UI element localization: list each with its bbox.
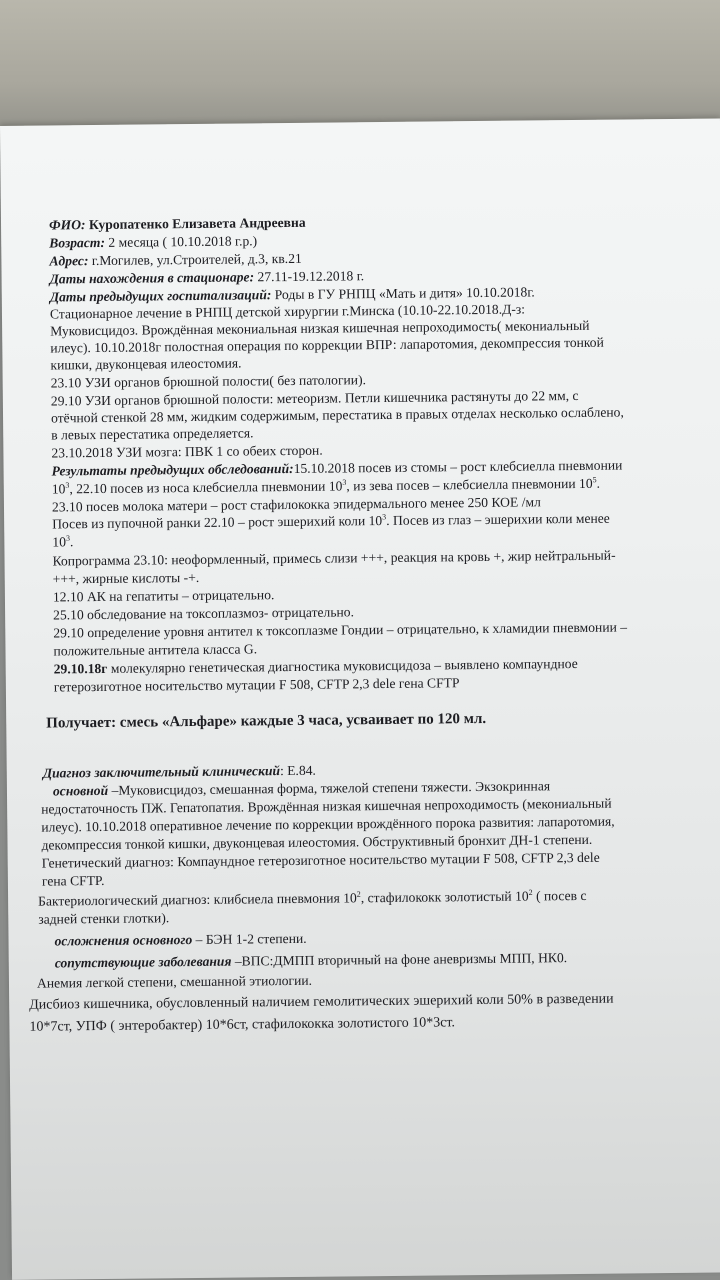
- dysbiosis-line: Дисбиоз кишечника, обусловленный наличием гемолитических эшерихий коли 50% в разведении: [29, 991, 614, 1013]
- anemia-line: Анемия легкой степени, смешанной этиологии.: [36, 972, 313, 991]
- main-diagnosis-text: гена CFTP.: [41, 872, 105, 889]
- document-page: [0, 118, 720, 1279]
- address-value: г.Могилев, ул.Строителей, д.3, кв.21: [91, 250, 302, 269]
- results-fragment: 10: [51, 481, 66, 497]
- complication-line: [54, 931, 306, 950]
- bacteriology-text: задней стенки глотки).: [38, 910, 170, 927]
- results-fragment: .: [69, 534, 74, 550]
- copro-text: положительные антитела класса G.: [53, 641, 258, 659]
- diagnosis-line: [43, 763, 316, 782]
- main-diagnosis-text: недостаточность ПЖ. Гепатопатия. Врождённая низкая кишечная непроходимость (мекониальный: [41, 795, 612, 817]
- exponent: 3: [382, 512, 387, 522]
- diagnosis-label: Диагноз заключительный клинический: [42, 763, 281, 781]
- concomitant-value: –ВПС:ДМПП вторичный на фоне аневризмы МПП, НК0.: [231, 950, 568, 969]
- prev-hosp-text: илеус). 10.10.2018г полостная операция по коррекции ВПР: лапаротомия, декомпрессия тонкой: [50, 334, 604, 356]
- results-line-5: [52, 534, 73, 550]
- results-fragment: .: [596, 475, 601, 491]
- genetic-text: молекулярно генетическая диагностика муковисцидоза – выявлено компаундное: [110, 655, 578, 676]
- bacteriology-fragment: Бактериологический диагноз: клибсиела пневмония 10: [38, 890, 357, 909]
- dysbiosis-line: 10*7ст, УПФ ( энтеробактер) 10*6ст, стафилококка золотистого 10*3ст.: [29, 1015, 456, 1035]
- main-diagnosis-text: Генетический диагноз: Компаундное гетерозиготное носительство мутации F 508, CFTP 2,3 dele: [41, 849, 600, 871]
- stay-value: 27.11-19.12.2018 г.: [257, 268, 365, 285]
- prev-hosp-text: Муковисцидоз. Врождённая мекониальная низкая кишечная непроходимость( мекониальный: [50, 317, 590, 339]
- complication-label: осложнения основного: [54, 932, 193, 949]
- main-diagnosis-text: декомпрессия тонкой кишки, двуконцевая илеостомия. Обструктивный бронхит ДН-1 степени.: [41, 831, 593, 853]
- receives-line: Получает: смесь «Альфаре» каждые 3 часа, усваивает по 120 мл.: [46, 710, 487, 732]
- results-fragment: 10: [52, 534, 67, 550]
- exponent: 3: [342, 477, 347, 487]
- copro-text: Копрограмма 23.10: неоформленный, примесь слизи +++, реакция на кровь +, жир нейтральный-: [52, 547, 616, 569]
- concomitant-line: [55, 950, 568, 971]
- exponent: 3: [65, 533, 70, 543]
- fio-line: [49, 215, 306, 234]
- age-line: [49, 233, 257, 251]
- bacteriology-fragment: , стафилококк золотистый 10: [360, 888, 529, 906]
- stay-line: [50, 268, 365, 287]
- genetic-line: [54, 656, 578, 677]
- concomitant-label: сопутствующие заболевания: [54, 953, 232, 971]
- prev-hosp-text: Роды в ГУ РНПЦ «Мать и дитя» 10.10.2018г.: [274, 284, 535, 303]
- copro-text: 29.10 определение уровня антител к токсоплазме Гондии – отрицательно, к хламидии пневмонии –: [53, 619, 628, 641]
- fio-label: ФИО:: [48, 217, 86, 233]
- uzi-text: 23.10 УЗИ органов брюшной полости( без патологии).: [50, 372, 367, 391]
- prev-hosp-label: Даты предыдущих госпитализаций:: [49, 287, 272, 305]
- results-fragment: , из зева посев – клебсиелла пневмонии 10: [346, 475, 593, 494]
- uzi-text: 23.10.2018 УЗИ мозга: ПВК 1 со обеих сторон.: [51, 442, 323, 461]
- address-label: Адрес:: [49, 253, 89, 269]
- exponent: 5: [592, 475, 597, 485]
- results-text: 15.10.2018 посев из стомы – рост клебсиелла пневмонии: [293, 457, 623, 476]
- complication-value: – БЭН 1-2 степени.: [192, 930, 307, 948]
- age-value: 2 месяца ( 10.10.2018 г.р.): [108, 233, 258, 250]
- uzi-text: отёчной стенкой 28 мм, жидким содержимым, перестатика в правых отделах несколько ослаблено,: [50, 404, 624, 426]
- results-fragment: , 22.10 посев из носа клебсиелла пневмонии 10: [69, 478, 343, 497]
- exponent: 2: [528, 887, 533, 897]
- genetic-text: гетерозиготное носительство мутации F 508, CFTP 2,3 dele гена CFTP: [53, 675, 460, 695]
- fio-value: Куропатенко Елизавета Андреевна: [88, 214, 306, 233]
- genetic-date: 29.10.18г: [53, 660, 108, 677]
- exponent: 2: [356, 889, 361, 899]
- bacteriology-line: [38, 888, 586, 910]
- main-diagnosis-label: основной: [52, 782, 109, 799]
- results-fragment: . Посев из глаз – эшерихии коли менее: [386, 510, 610, 528]
- main-diagnosis-text: илеус). 10.10.2018 оперативное лечение по коррекции врождённого порока развития: лапаротомия,: [41, 813, 615, 835]
- stay-label: Даты нахождения в стационаре:: [49, 269, 255, 287]
- diagnosis-value: : Е.84.: [279, 762, 316, 779]
- bacteriology-fragment: ( посев с: [532, 887, 587, 904]
- address-line: [49, 251, 301, 270]
- copro-text: 25.10 обследование на токсоплазмоз- отрицательно.: [53, 604, 355, 623]
- results-text: 23.10 посев молока матери – рост стафилококка эпидермального менее 250 КОЕ /мл: [51, 494, 541, 515]
- prev-hosp-text: кишки, двуконцевая илеостомия.: [50, 355, 242, 373]
- copro-text: 12.10 АК на гепатиты – отрицательно.: [52, 587, 275, 605]
- prev-hosp-text: Стационарное лечение в РНПЦ детской хирургии г.Минска (10.10-22.10.2018.Д-з:: [49, 301, 526, 322]
- main-diagnosis-text: –Муковисцидоз, смешанная форма, тяжелой степени тяжести. Экзокринная: [111, 778, 551, 798]
- exponent: 3: [65, 480, 70, 490]
- uzi-text: 29.10 УЗИ органов брюшной полости: метеоризм. Петли кишечника растянуты до 22 мм, с: [50, 387, 579, 409]
- uzi-text: в левых перестатика определяется.: [51, 425, 254, 443]
- results-label: Результаты предыдущих обследований:: [51, 460, 294, 479]
- copro-text: +++, жирные кислоты -+.: [52, 569, 200, 587]
- results-fragment: Посев из пупочной ранки 22.10 – рост эшерихий коли 10: [52, 513, 383, 532]
- age-label: Возраст:: [49, 234, 106, 251]
